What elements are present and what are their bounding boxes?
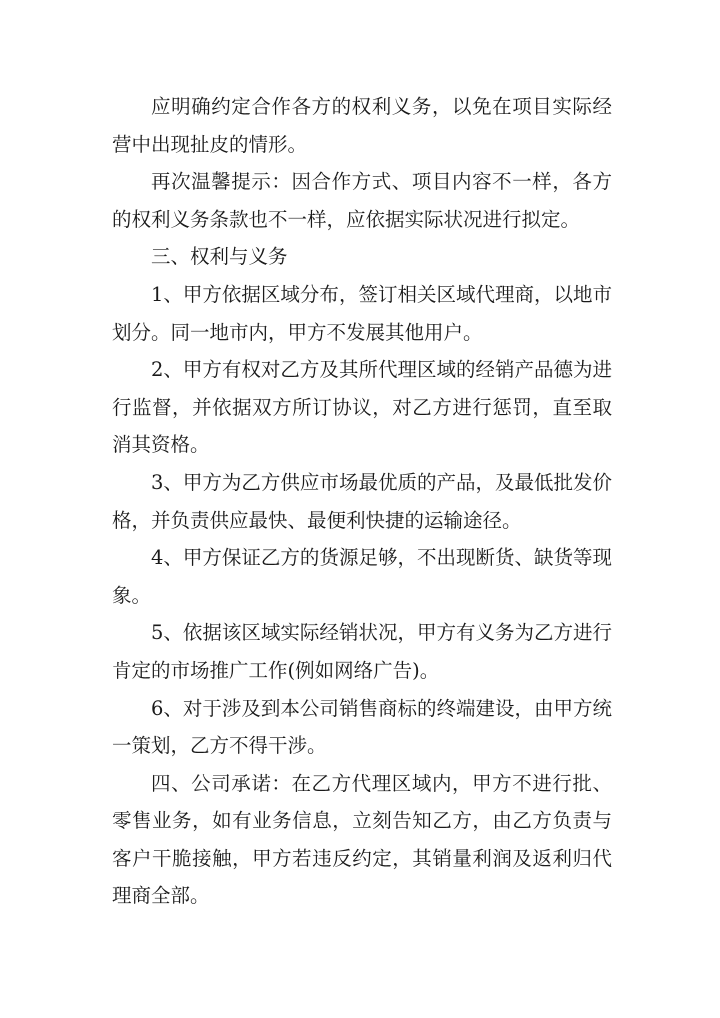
paragraph-reminder: 再次温馨提示：因合作方式、项目内容不一样，各方的权利义务条款也不一样，应依据实际状况进行拟定。 <box>112 170 612 231</box>
clause-5: 5、依据该区域实际经销状况，甲方有义务为乙方进行肯定的市场推广工作(例如网络广告)。 <box>112 621 612 682</box>
clause-6: 6、对于涉及到本公司销售商标的终端建设，由甲方统一策划，乙方不得干涉。 <box>112 696 612 758</box>
document-body <box>112 88 612 915</box>
clause-2: 2、甲方有权对乙方及其所代理区域的经销产品德为进行监督，并依据双方所订协议，对乙方进行惩罚，直至取消其资格。 <box>112 358 612 457</box>
clause-1: 1、甲方依据区域分布，签订相关区域代理商，以地市划分。同一地市内，甲方不发展其他用户。 <box>112 282 612 344</box>
section-heading-rights-and-obligations: 三、权利与义务 <box>151 245 288 269</box>
clause-4: 4、甲方保证乙方的货源足够，不出现断货、缺货等现象。 <box>112 546 612 607</box>
section-company-commitment: 四、公司承诺：在乙方代理区域内，甲方不进行批、零售业务，如有业务信息，立刻告知乙方，由乙方负责与客户干脆接触，甲方若违反约定，其销量利润及返利归代理商全部。 <box>112 771 612 908</box>
clause-3: 3、甲方为乙方供应市场最优质的产品，及最低批发价格，并负责供应最快、最便利快捷的运输途径。 <box>112 470 612 532</box>
paragraph-rights-obligations-intro: 应明确约定合作各方的权利义务，以免在项目实际经营中出现扯皮的情形。 <box>112 95 612 156</box>
